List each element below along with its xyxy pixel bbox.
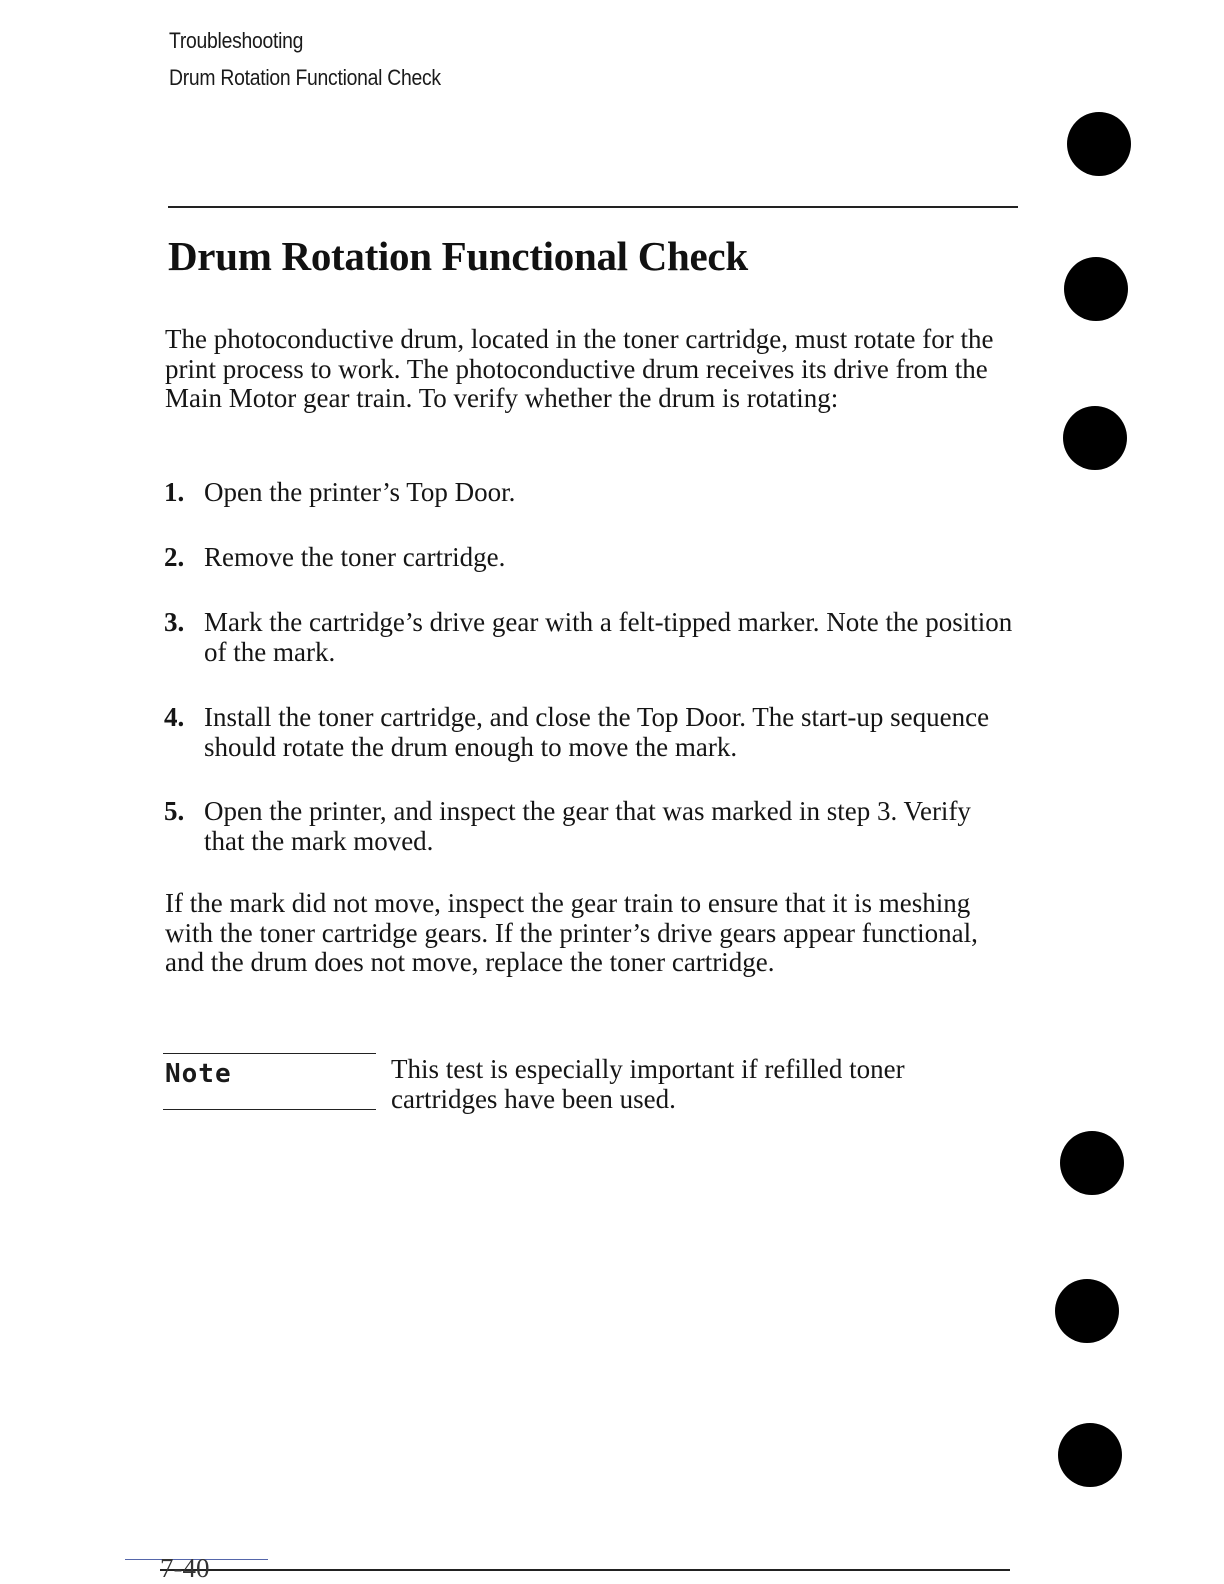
step-text: Open the printer’s Top Door. [204, 477, 516, 507]
running-head-topic: Drum Rotation Functional Check [169, 65, 441, 90]
footer-rule [160, 1569, 1010, 1571]
note-rule-top [163, 1053, 376, 1054]
step-number: 2. [164, 542, 185, 572]
step-text: Open the printer, and inspect the gear that was marked in step 3. Verify that the mark moved. [204, 796, 971, 856]
binder-hole-3 [1063, 406, 1127, 470]
step-item [164, 608, 1014, 667]
note-rule-bottom [163, 1109, 376, 1110]
step-number: 5. [164, 796, 185, 826]
binder-hole-1 [1067, 112, 1131, 176]
step-item [164, 543, 1014, 573]
running-head-section: Troubleshooting [169, 28, 304, 53]
step-number: 3. [164, 607, 185, 637]
outro-paragraph: If the mark did not move, inspect the gear train to ensure that it is meshing with the toner cartridge gears. If the printer’s drive gears appear functional, and the drum does not move, replace the toner cartridge. [165, 888, 978, 977]
step-number: 1. [164, 477, 185, 507]
step-text: Remove the toner cartridge. [204, 542, 506, 572]
binder-hole-4 [1060, 1131, 1124, 1195]
step-number: 4. [164, 702, 185, 732]
page-number: 7-40 [160, 1553, 210, 1583]
step-item [164, 797, 1014, 856]
binder-hole-6 [1058, 1423, 1122, 1487]
note-label: Note [165, 1059, 232, 1089]
title-rule [168, 206, 1018, 208]
step-text: Install the toner cartridge, and close the Top Door. The start-up sequence should rotate the drum enough to move the mark. [204, 702, 990, 762]
step-item [164, 703, 1014, 762]
note-text: This test is especially important if refilled toner cartridges have been used. [391, 1054, 905, 1114]
page-title: Drum Rotation Functional Check [168, 233, 748, 279]
intro-paragraph: The photoconductive drum, located in the toner cartridge, must rotate for the print process to work. The photoconductive drum receives its drive from the Main Motor gear train. To verify whether the drum is rotating: [165, 324, 994, 413]
step-text: Mark the cartridge’s drive gear with a felt-tipped marker. Note the position of the mark. [204, 607, 1013, 667]
binder-hole-5 [1055, 1279, 1119, 1343]
binder-hole-2 [1064, 257, 1128, 321]
step-item [164, 478, 1014, 508]
